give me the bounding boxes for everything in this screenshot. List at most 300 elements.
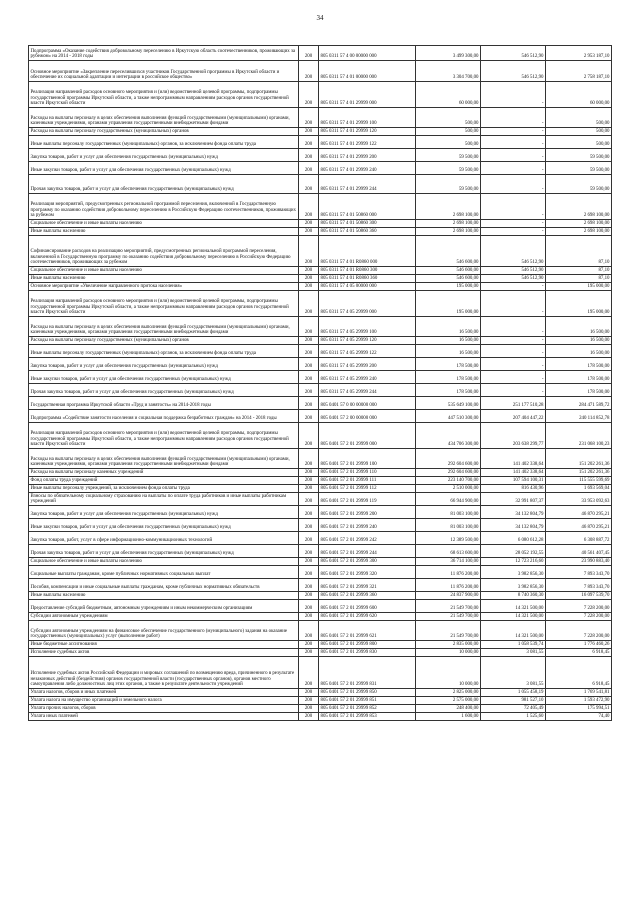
row-approved-amount: 195 000,00 [416, 283, 481, 291]
row-name: Государственная программа Иркутской области «Труд и занятость» на 2014-2018 годы [29, 397, 299, 410]
row-unexecuted-amount: 7 228 200,00 [546, 613, 612, 621]
row-approved-amount: 223 140 700,00 [416, 477, 481, 485]
row-line-code: 200 [299, 477, 319, 485]
row-executed-amount: 8 740 360,30 [481, 592, 546, 600]
row-unexecuted-amount: 500,00 [546, 128, 612, 136]
row-line-code: 200 [299, 136, 319, 149]
row-line-code: 200 [299, 82, 319, 108]
row-executed-amount: 14 321 500,00 [481, 621, 546, 641]
row-budget-code: 805 0311 57 4 01 50860 000 [319, 194, 416, 220]
row-line-code: 200 [299, 558, 319, 566]
table-row [29, 358, 612, 371]
row-executed-amount: 1 055 458,19 [481, 689, 546, 697]
table-row [29, 236, 612, 267]
row-line-code: 200 [299, 613, 319, 621]
row-approved-amount: 2 698 100,00 [416, 194, 481, 220]
row-executed-amount: 14 321 500,00 [481, 613, 546, 621]
table-row [29, 228, 612, 236]
row-name: Расходы на выплаты персоналу в целях обеспечения выполнения функций государственными (муниципальными) органами, казенными учреждениями, органами управления государственными внебюджетными фондами [29, 108, 299, 128]
row-approved-amount: 434 706 300,00 [416, 423, 481, 449]
row-budget-code: 805 0401 57 2 01 29999 321 [319, 579, 416, 592]
row-name: Основное мероприятие «Увеличение направленного притока населения» [29, 283, 299, 291]
row-name: Реализация направлений расходов основного мероприятия и (или) ведомственной целевой программы, подпрограммы государственной программы Иркутской области, а также непрограммным направлениям расходов органов государственной власти Иркутской области [29, 291, 299, 317]
row-unexecuted-amount: 7 228 200,00 [546, 600, 612, 613]
table-row [29, 689, 612, 697]
row-approved-amount: 546 600,00 [416, 236, 481, 267]
table-row [29, 566, 612, 579]
row-executed-amount: 546 512,90 [481, 267, 546, 275]
row-line-code: 200 [299, 469, 319, 477]
row-line-code: 200 [299, 228, 319, 236]
row-unexecuted-amount: 87,10 [546, 275, 612, 283]
row-line-code: 200 [299, 621, 319, 641]
row-unexecuted-amount: 1 776 460,26 [546, 641, 612, 649]
table-row [29, 579, 612, 592]
row-approved-amount: 66 944 900,00 [416, 493, 481, 506]
row-approved-amount: 546 600,00 [416, 267, 481, 275]
row-budget-code: 805 0311 57 4 01 29999 120 [319, 128, 416, 136]
row-unexecuted-amount: 195 000,00 [546, 283, 612, 291]
row-approved-amount: 3 499 300,00 [416, 46, 481, 61]
row-executed-amount: - [481, 317, 546, 337]
row-name: Прочая закупка товаров, работ и услуг для обеспечения государственных (муниципальных) нужд [29, 384, 299, 397]
row-budget-code: 805 0401 57 2 01 29999 000 [319, 423, 416, 449]
row-approved-amount: 11 876 200,00 [416, 566, 481, 579]
row-approved-amount: 2 575 000,00 [416, 697, 481, 705]
row-name: Закупка товаров, работ и услуг для обеспечения государственных (муниципальных) нужд [29, 149, 299, 162]
row-executed-amount: - [481, 291, 546, 317]
row-unexecuted-amount: 1 769 541,81 [546, 689, 612, 697]
row-executed-amount: - [481, 162, 546, 175]
row-unexecuted-amount: 2 758 187,10 [546, 61, 612, 82]
row-approved-amount: 81 003 100,00 [416, 519, 481, 532]
row-unexecuted-amount: 40 561 407,45 [546, 545, 612, 558]
row-approved-amount: 500,00 [416, 128, 481, 136]
row-line-code: 200 [299, 291, 319, 317]
row-name: Реализация мероприятий, предусмотренных региональной программой переселения, включенной в Государственную программу по оказанию содействия добровольному переселению в Российскую Федерацию соотечественников, проживающих за рубежом [29, 194, 299, 220]
table-row [29, 61, 612, 82]
row-budget-code: 805 0401 57 2 01 29999 850 [319, 689, 416, 697]
row-budget-code: 805 0401 57 2 01 29999 240 [319, 519, 416, 532]
table-row [29, 449, 612, 469]
table-row [29, 410, 612, 423]
table-row [29, 82, 612, 108]
row-line-code: 200 [299, 317, 319, 337]
row-line-code: 200 [299, 275, 319, 283]
row-approved-amount: 500,00 [416, 108, 481, 128]
row-name: Закупка товаров, работ и услуг для обеспечения государственных (муниципальных) нужд [29, 358, 299, 371]
row-unexecuted-amount: 231 068 100,23 [546, 423, 612, 449]
row-unexecuted-amount: 59 500,00 [546, 149, 612, 162]
row-approved-amount: 178 500,00 [416, 358, 481, 371]
table-row [29, 337, 612, 345]
row-name: Субсидии автономным учреждениям на финансовое обеспечение государственного (муниципального) задания на оказание государственных (муниципальных) услуг (выполнение работ) [29, 621, 299, 641]
table-row [29, 519, 612, 532]
row-budget-code: 805 0401 57 2 01 29999 100 [319, 449, 416, 469]
row-line-code: 200 [299, 600, 319, 613]
table-row [29, 128, 612, 136]
row-line-code: 200 [299, 108, 319, 128]
row-approved-amount: 2 698 100,00 [416, 228, 481, 236]
row-line-code: 200 [299, 397, 319, 410]
row-budget-code: 805 0401 57 2 01 29999 300 [319, 558, 416, 566]
row-name: Расходы на выплаты персоналу государственных (муниципальных) органов [29, 337, 299, 345]
row-budget-code: 805 0311 57 4 01 29999 244 [319, 175, 416, 194]
row-approved-amount: 24 837 900,00 [416, 592, 481, 600]
table-row [29, 545, 612, 558]
row-executed-amount: - [481, 128, 546, 136]
row-approved-amount: 178 500,00 [416, 371, 481, 384]
row-unexecuted-amount: 1 693 569,04 [546, 485, 612, 493]
table-row [29, 194, 612, 220]
row-name: Расходы на выплаты персоналу в целях обеспечения выполнения функций государственными (муниципальными) органами, казенными учреждениями, органами управления государственными внебюджетными фондами [29, 449, 299, 469]
row-unexecuted-amount: 16 500,00 [546, 317, 612, 337]
row-line-code: 200 [299, 236, 319, 267]
row-budget-code: 805 0401 57 2 01 29999 852 [319, 705, 416, 713]
row-unexecuted-amount: 7 893 343,70 [546, 566, 612, 579]
row-name: Социальное обеспечение и иные выплаты населению [29, 220, 299, 228]
row-budget-code: 805 0401 57 2 01 29999 853 [319, 713, 416, 721]
row-executed-amount: - [481, 108, 546, 128]
row-line-code: 200 [299, 149, 319, 162]
table-row [29, 175, 612, 194]
row-budget-code: 805 0401 57 2 01 29999 621 [319, 621, 416, 641]
row-name: Иные закупки товаров, работ и услуг для обеспечения государственных (муниципальных) нужд [29, 371, 299, 384]
row-name: Предоставление субсидий бюджетным, автономным учреждениям и иным некоммерческим организациям [29, 600, 299, 613]
row-approved-amount: 10 000,00 [416, 657, 481, 689]
row-name: Уплата иных платежей [29, 713, 299, 721]
row-approved-amount: 16 500,00 [416, 345, 481, 358]
row-executed-amount: - [481, 82, 546, 108]
row-approved-amount: 2 698 100,00 [416, 220, 481, 228]
table-row [29, 46, 612, 61]
row-line-code: 200 [299, 358, 319, 371]
row-name: Иные выплаты персоналу государственных (муниципальных) органов, за исключением фонда оплаты труда [29, 136, 299, 149]
row-name: Взносы по обязательному социальному страхованию на выплаты по оплате труда работников и иные выплаты работникам учреждений [29, 493, 299, 506]
row-name: Социальное обеспечение и иные выплаты населению [29, 558, 299, 566]
row-budget-code: 805 0311 57 4 01 00000 000 [319, 61, 416, 82]
table-row [29, 220, 612, 228]
row-name: Иные закупки товаров, работ и услуг для обеспечения государственных (муниципальных) нужд [29, 519, 299, 532]
table-row [29, 136, 612, 149]
row-unexecuted-amount: 74,40 [546, 713, 612, 721]
table-row [29, 423, 612, 449]
row-line-code: 200 [299, 697, 319, 705]
row-line-code: 200 [299, 545, 319, 558]
row-line-code: 200 [299, 384, 319, 397]
table-row [29, 705, 612, 713]
row-approved-amount: 292 604 600,00 [416, 449, 481, 469]
row-line-code: 200 [299, 641, 319, 649]
row-unexecuted-amount: 16 500,00 [546, 337, 612, 345]
row-executed-amount: - [481, 194, 546, 220]
row-approved-amount: 447 510 300,00 [416, 410, 481, 423]
page-number: 34 [316, 14, 324, 22]
row-unexecuted-amount: 87,10 [546, 267, 612, 275]
row-name: Софинансирование расходов на реализацию мероприятий, предусмотренных региональной программой переселения, включенной в Государственную программу по оказанию содействия добровольному переселению в Российскую Федерацию соотечественников, проживающих за рубежом [29, 236, 299, 267]
row-name: Пособия, компенсации и иные социальные выплаты гражданам, кроме публичных нормативных обязательств [29, 579, 299, 592]
row-approved-amount: 21 549 700,00 [416, 613, 481, 621]
row-unexecuted-amount: 1 593 472,90 [546, 697, 612, 705]
row-name: Прочая закупка товаров, работ и услуг для обеспечения государственных (муниципальных) нужд [29, 545, 299, 558]
row-unexecuted-amount: 115 555 599,69 [546, 477, 612, 485]
row-approved-amount: 10 000,00 [416, 649, 481, 657]
row-unexecuted-amount: 7 893 343,70 [546, 579, 612, 592]
budget-execution-table [28, 45, 612, 721]
row-name: Реализация направлений расходов основного мероприятия и (или) ведомственной целевой программы, подпрограммы государственной программы Иркутской области, а также непрограммным направлениям расходов органов государственной власти Иркутской области [29, 423, 299, 449]
row-approved-amount: 2 510 000,00 [416, 485, 481, 493]
table-row [29, 275, 612, 283]
row-unexecuted-amount: 16 097 539,70 [546, 592, 612, 600]
row-budget-code: 805 0401 57 0 00 00000 000 [319, 397, 416, 410]
row-unexecuted-amount: 2 698 100,00 [546, 220, 612, 228]
row-budget-code: 805 0311 57 4 01 29999 100 [319, 108, 416, 128]
row-budget-code: 805 0401 57 2 01 29999 242 [319, 532, 416, 545]
row-executed-amount: 3 081,55 [481, 657, 546, 689]
row-budget-code: 805 0401 57 2 01 29999 600 [319, 600, 416, 613]
row-budget-code: 805 0401 57 2 01 29999 119 [319, 493, 416, 506]
row-executed-amount: 546 512,90 [481, 275, 546, 283]
row-name: Исполнение судебных актов Российской Федерации и мировых соглашений по возмещению вреда, причиненного в результате незаконных действий (бездействия) органов государственной власти (государственных органов), органов местного самоуправления либо должностных лиц этих органов, а также в результате деятельности учреждений [29, 657, 299, 689]
row-budget-code: 805 0311 57 4 01 29999 000 [319, 82, 416, 108]
row-unexecuted-amount: 178 500,00 [546, 358, 612, 371]
table-row [29, 469, 612, 477]
table-row [29, 267, 612, 275]
row-approved-amount: 59 500,00 [416, 149, 481, 162]
row-budget-code: 805 0401 57 2 01 29999 620 [319, 613, 416, 621]
row-line-code: 200 [299, 410, 319, 423]
row-name: Подпрограмма «Оказание содействия добровольному переселению в Иркутскую область соотечественников, проживающих за рубежом» на 2014 - 2018 годы [29, 46, 299, 61]
row-unexecuted-amount: 59 500,00 [546, 162, 612, 175]
row-unexecuted-amount: 46 870 295,21 [546, 519, 612, 532]
row-budget-code: 805 0401 57 2 01 29999 320 [319, 566, 416, 579]
row-line-code: 200 [299, 579, 319, 592]
table-row [29, 345, 612, 358]
row-line-code: 200 [299, 175, 319, 194]
row-executed-amount: 546 512,90 [481, 236, 546, 267]
row-budget-code: 805 0311 57 4 01 29999 122 [319, 136, 416, 149]
table-row [29, 506, 612, 519]
table-row [29, 613, 612, 621]
row-approved-amount: 546 600,00 [416, 275, 481, 283]
row-executed-amount: 981 527,10 [481, 697, 546, 705]
table-row [29, 657, 612, 689]
row-approved-amount: 2 825 000,00 [416, 689, 481, 697]
row-budget-code: 805 0401 57 2 01 29999 800 [319, 641, 416, 649]
row-budget-code: 805 0311 57 4 05 29999 120 [319, 337, 416, 345]
row-line-code: 200 [299, 61, 319, 82]
row-unexecuted-amount: 23 990 883,40 [546, 558, 612, 566]
row-line-code: 200 [299, 689, 319, 697]
row-executed-amount: - [481, 337, 546, 345]
row-budget-code: 805 0311 57 4 05 29999 200 [319, 358, 416, 371]
row-name: Расходы на выплаты персоналу казенных учреждений [29, 469, 299, 477]
row-approved-amount: 248 400,00 [416, 705, 481, 713]
row-line-code: 200 [299, 449, 319, 469]
row-budget-code: 805 0401 57 2 01 29999 111 [319, 477, 416, 485]
row-unexecuted-amount: 151 202 261,36 [546, 469, 612, 477]
row-name: Расходы на выплаты персоналу государственных (муниципальных) органов [29, 128, 299, 136]
row-unexecuted-amount: 16 500,00 [546, 345, 612, 358]
row-name: Фонд оплаты труда учреждений [29, 477, 299, 485]
row-executed-amount: 72 405,49 [481, 705, 546, 713]
row-approved-amount: 16 500,00 [416, 317, 481, 337]
row-executed-amount: - [481, 149, 546, 162]
row-name: Социальное обеспечение и иные выплаты населению [29, 267, 299, 275]
row-unexecuted-amount: 195 000,00 [546, 291, 612, 317]
table-row [29, 592, 612, 600]
table-row [29, 384, 612, 397]
row-line-code: 200 [299, 649, 319, 657]
row-line-code: 200 [299, 283, 319, 291]
row-name: Иные выплаты населению [29, 275, 299, 283]
row-executed-amount: 1 525,60 [481, 713, 546, 721]
table-body [29, 46, 612, 721]
row-approved-amount: 195 000,00 [416, 291, 481, 317]
row-unexecuted-amount: 240 114 852,78 [546, 410, 612, 423]
table-row [29, 621, 612, 641]
row-executed-amount: 3 982 856,30 [481, 579, 546, 592]
row-line-code: 200 [299, 194, 319, 220]
row-budget-code: 805 0311 57 4 01 R0860 000 [319, 236, 416, 267]
row-name: Иные выплаты персоналу государственных (муниципальных) органов, за исключением фонда оплаты труда [29, 345, 299, 358]
row-budget-code: 805 0311 57 4 01 R0860 360 [319, 275, 416, 283]
row-executed-amount: 12 723 216,60 [481, 558, 546, 566]
row-executed-amount: 141 402 338,64 [481, 449, 546, 469]
row-unexecuted-amount: 46 870 295,21 [546, 506, 612, 519]
row-approved-amount: 59 500,00 [416, 162, 481, 175]
row-unexecuted-amount: 2 698 100,00 [546, 194, 612, 220]
row-budget-code: 805 0401 57 2 01 29999 360 [319, 592, 416, 600]
row-executed-amount: 34 132 804,79 [481, 519, 546, 532]
row-budget-code: 805 0401 57 2 01 29999 851 [319, 697, 416, 705]
row-line-code: 200 [299, 267, 319, 275]
row-approved-amount: 21 549 700,00 [416, 621, 481, 641]
row-budget-code: 805 0311 57 4 01 50860 300 [319, 220, 416, 228]
row-line-code: 200 [299, 519, 319, 532]
row-executed-amount: 816 430,96 [481, 485, 546, 493]
row-name: Закупка товаров, работ, услуг в сфере информационно-коммуникационных технологий [29, 532, 299, 545]
row-executed-amount: 203 638 299,77 [481, 423, 546, 449]
row-budget-code: 805 0311 57 4 01 50860 360 [319, 228, 416, 236]
row-line-code: 200 [299, 46, 319, 61]
row-executed-amount: - [481, 384, 546, 397]
row-budget-code: 805 0311 57 4 05 00000 000 [319, 283, 416, 291]
table-row [29, 600, 612, 613]
row-approved-amount: 68 613 600,00 [416, 545, 481, 558]
row-name: Иные выплаты персоналу учреждений, за исключением фонда оплаты труда [29, 485, 299, 493]
row-name: Иные выплаты населению [29, 592, 299, 600]
row-line-code: 200 [299, 128, 319, 136]
row-approved-amount: 2 835 000,00 [416, 641, 481, 649]
row-line-code: 200 [299, 566, 319, 579]
row-unexecuted-amount: 500,00 [546, 136, 612, 149]
row-executed-amount: 1 058 539,74 [481, 641, 546, 649]
row-budget-code: 805 0401 57 2 01 29999 112 [319, 485, 416, 493]
row-line-code: 200 [299, 345, 319, 358]
row-approved-amount: 11 876 200,00 [416, 579, 481, 592]
row-approved-amount: 178 500,00 [416, 384, 481, 397]
row-name: Прочая закупка товаров, работ и услуг для обеспечения государственных (муниципальных) нужд [29, 175, 299, 194]
row-unexecuted-amount: 59 500,00 [546, 175, 612, 194]
row-name: Социальные выплаты гражданам, кроме публичных нормативных социальных выплат [29, 566, 299, 579]
row-unexecuted-amount: 33 953 092,63 [546, 493, 612, 506]
table-row [29, 371, 612, 384]
row-executed-amount: - [481, 175, 546, 194]
row-executed-amount: - [481, 228, 546, 236]
row-approved-amount: 60 000,00 [416, 82, 481, 108]
row-budget-code: 805 0311 57 4 01 29999 240 [319, 162, 416, 175]
row-name: Иные закупки товаров, работ и услуг для обеспечения государственных (муниципальных) нужд [29, 162, 299, 175]
table-row [29, 162, 612, 175]
row-unexecuted-amount: 7 228 200,00 [546, 621, 612, 641]
row-approved-amount: 21 549 700,00 [416, 600, 481, 613]
row-unexecuted-amount: 175 994,51 [546, 705, 612, 713]
row-approved-amount: 535 649 100,00 [416, 397, 481, 410]
row-name: Подпрограмма «Содействие занятости населения и социальная поддержка безработных граждан» на 2014 - 2018 годы [29, 410, 299, 423]
table-row [29, 108, 612, 128]
row-name: Закупка товаров, работ и услуг для обеспечения государственных (муниципальных) нужд [29, 506, 299, 519]
row-line-code: 200 [299, 485, 319, 493]
row-approved-amount: 1 600,00 [416, 713, 481, 721]
row-line-code: 200 [299, 713, 319, 721]
row-unexecuted-amount: 2 698 100,00 [546, 228, 612, 236]
row-budget-code: 805 0401 57 2 01 29999 110 [319, 469, 416, 477]
row-unexecuted-amount: 6 308 887,72 [546, 532, 612, 545]
row-approved-amount: 292 604 600,00 [416, 469, 481, 477]
table-row [29, 713, 612, 721]
row-budget-code: 805 0311 57 4 01 R0860 300 [319, 267, 416, 275]
row-line-code: 200 [299, 532, 319, 545]
row-line-code: 200 [299, 423, 319, 449]
table-row [29, 291, 612, 317]
table-row [29, 649, 612, 657]
row-name: Уплата прочих налогов, сборов [29, 705, 299, 713]
row-name: Реализация направлений расходов основного мероприятия и (или) ведомственной целевой программы, подпрограммы государственной программы Иркутской области, а также непрограммным направлениям расходов органов государственной власти Иркутской области [29, 82, 299, 108]
row-executed-amount: 251 177 510,28 [481, 397, 546, 410]
row-budget-code: 805 0311 57 4 00 00000 000 [319, 46, 416, 61]
row-budget-code: 805 0401 57 2 01 29999 830 [319, 649, 416, 657]
row-unexecuted-amount: 87,10 [546, 236, 612, 267]
table-row [29, 697, 612, 705]
row-approved-amount: 36 714 100,00 [416, 558, 481, 566]
row-executed-amount: - [481, 371, 546, 384]
row-line-code: 200 [299, 705, 319, 713]
row-name: Исполнение судебных актов [29, 649, 299, 657]
row-approved-amount: 16 500,00 [416, 337, 481, 345]
row-line-code: 200 [299, 657, 319, 689]
row-approved-amount: 3 304 700,00 [416, 61, 481, 82]
row-executed-amount: 207 404 447,22 [481, 410, 546, 423]
row-budget-code: 805 0311 57 4 01 29999 200 [319, 149, 416, 162]
row-unexecuted-amount: 178 500,00 [546, 371, 612, 384]
row-name: Иные выплаты населению [29, 228, 299, 236]
row-unexecuted-amount: 151 202 261,36 [546, 449, 612, 469]
row-line-code: 200 [299, 371, 319, 384]
row-line-code: 200 [299, 220, 319, 228]
row-executed-amount: 141 402 338,64 [481, 469, 546, 477]
row-executed-amount: 32 991 807,37 [481, 493, 546, 506]
row-executed-amount: 3 081,55 [481, 649, 546, 657]
row-name: Уплата налога на имущество организаций и земельного налога [29, 697, 299, 705]
row-unexecuted-amount: 284 471 589,72 [546, 397, 612, 410]
row-line-code: 200 [299, 337, 319, 345]
row-name: Субсидии автономным учреждениям [29, 613, 299, 621]
row-line-code: 200 [299, 506, 319, 519]
row-executed-amount: 3 982 856,30 [481, 566, 546, 579]
row-unexecuted-amount: 6 918,45 [546, 649, 612, 657]
table-row [29, 397, 612, 410]
